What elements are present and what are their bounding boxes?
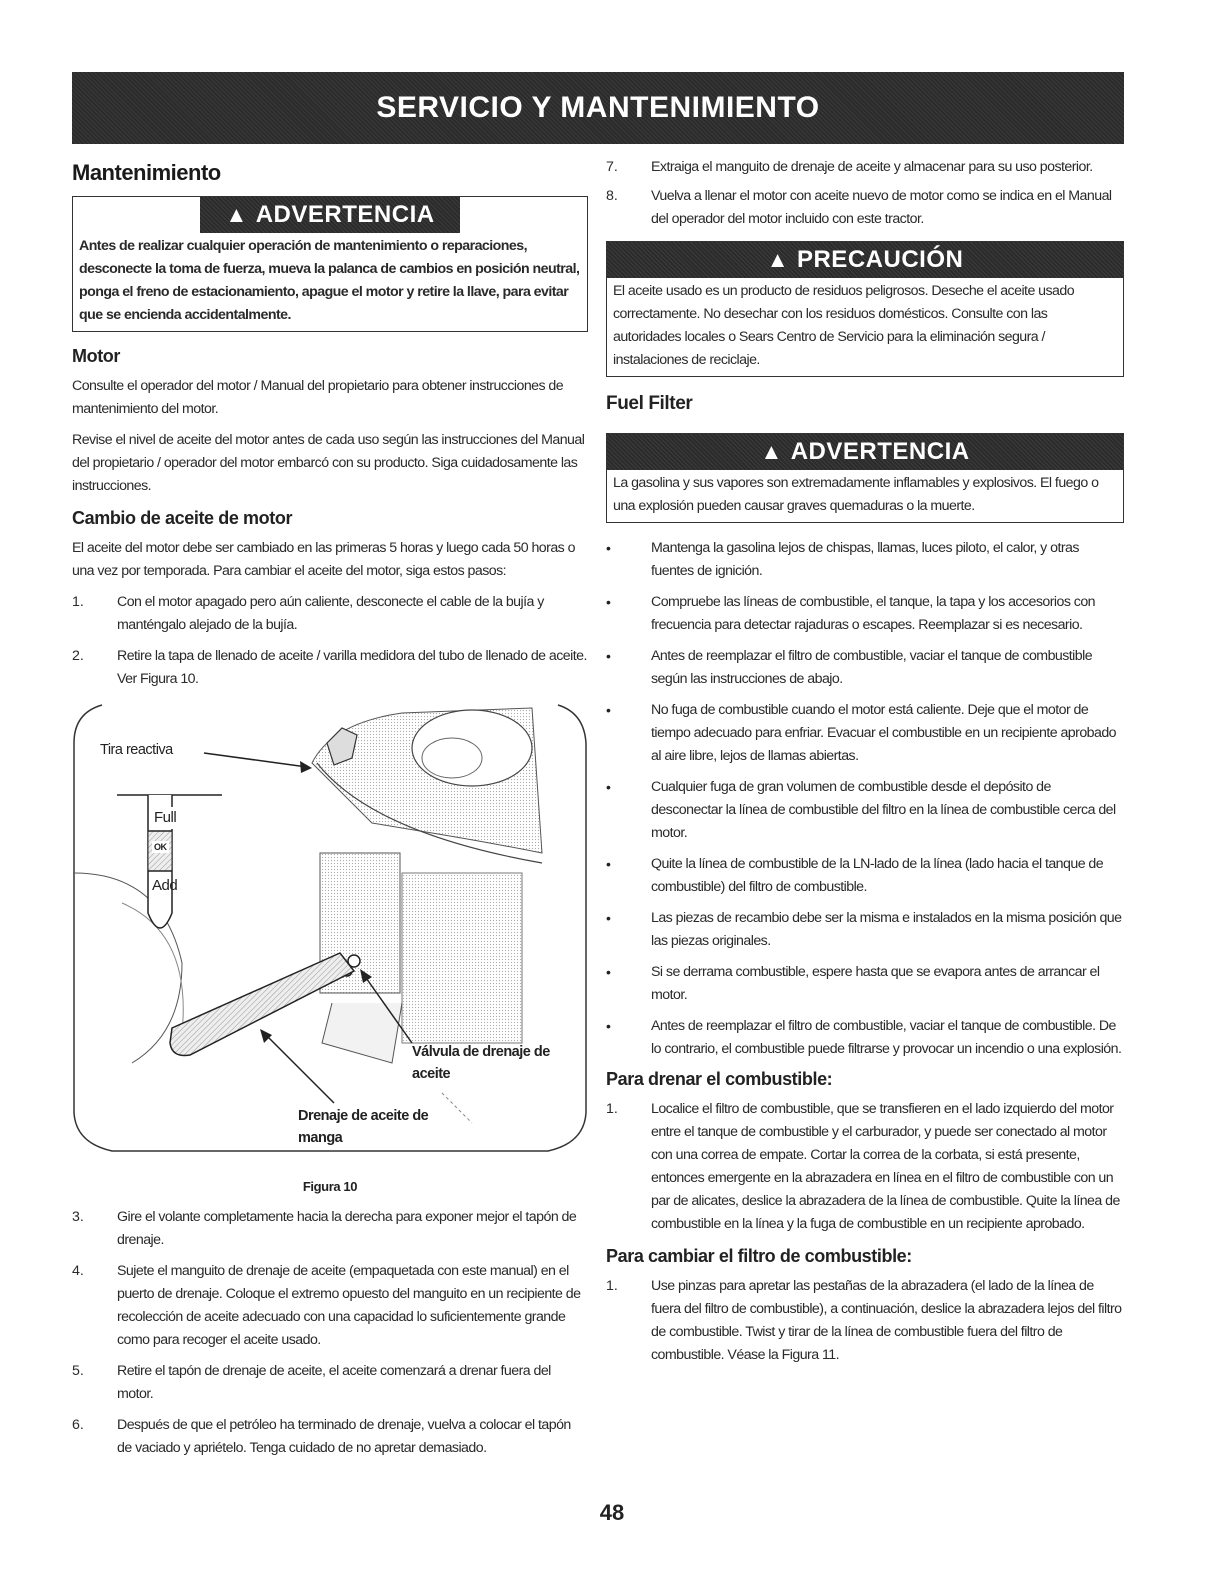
list-item: • Antes de reemplazar el filtro de combustible, vaciar el tanque de combustible según las instrucciones de abajo. bbox=[606, 648, 1093, 687]
drain-fuel-heading: Para drenar el combustible: bbox=[606, 1069, 833, 1089]
list-item: 1. Localice el filtro de combustible, que se transfieren en el lado izquierdo del motor entre el tanque de combustible y el carburador, y puede ser conectado al motor con una correa de empate. Cortar la correa de la corbata, si está presente, entonces emergente en la abrazadera en línea en el filtro de combustible con un par de alicates, deslice la abrazadera de la línea de combustible. Quite la línea de combustible en la línea y la fuga de combustible en un recipiente aprobado. bbox=[606, 1101, 1120, 1232]
page-banner bbox=[72, 72, 1124, 144]
list-item: 1. Con el motor apagado pero aún caliente, desconecte el cable de la bujía y manténgalo alejado de la bujía. bbox=[72, 594, 544, 633]
list-item: • No fuga de combustible cuando el motor está caliente. Deje que el motor de tiempo adecuado para enfriar. Evacuar el combustible en un recipiente aprobado al aire libre, lejos de llamas abiertas. bbox=[606, 702, 1117, 764]
list-item: 5. Retire el tapón de drenaje de aceite, el aceite comenzará a drenar fuera del motor. bbox=[72, 1363, 551, 1402]
warning-header bbox=[200, 197, 460, 233]
figure-caption: Figura 10 bbox=[302, 1179, 358, 1194]
fuel-warning-triangle-icon: ▲ bbox=[760, 439, 783, 464]
oil-change-heading: Cambio de aceite de motor bbox=[72, 508, 293, 528]
list-item: 2. Retire la tapa de llenado de aceite / varilla medidora del tubo de llenado de aceite. Ver Figura 10. bbox=[72, 648, 587, 687]
right-column bbox=[606, 156, 1124, 1367]
valve-label-line2: aceite bbox=[412, 1066, 451, 1082]
warning-text: Antes de realizar cualquier operación de mantenimiento o reparaciones, desconecte la toma de fuerza, mueva la palanca de cambios en posición neutral, ponga el freno de estacionamiento, apague el motor y retire la llave, para evitar que se encienda accidentalmente. bbox=[79, 238, 580, 323]
sleeve-label-line2: manga bbox=[298, 1130, 343, 1146]
list-item: • Cualquier fuga de gran volumen de combustible desde el depósito de desconectar la línea de combustible del filtro en la línea de combustible cerca del motor. bbox=[606, 779, 1116, 841]
fuel-safety-list bbox=[606, 537, 1124, 1061]
list-item: • Si se derrama combustible, espere hasta que se evapora antes de arrancar el motor. bbox=[606, 964, 1100, 1003]
engine-diagram bbox=[72, 703, 588, 1173]
fuel-warning-title: ADVERTENCIA bbox=[790, 438, 970, 465]
list-item: 7. Extraiga el manguito de drenaje de aceite y almacenar para su uso posterior. bbox=[606, 159, 1093, 175]
list-item: • Quite la línea de combustible de la LN-lado de la línea (lado hacia el tanque de combustible) del filtro de combustible. bbox=[606, 856, 1104, 895]
fuel-warning-header bbox=[607, 434, 1123, 470]
oil-steps-b bbox=[72, 1206, 588, 1460]
gauge-add-label: Add bbox=[152, 877, 178, 894]
valve-label-line1: Válvula de drenaje de bbox=[412, 1044, 550, 1060]
sleeve-label-line1: Drenaje de aceite de bbox=[298, 1108, 429, 1124]
caution-triangle-icon: ▲ bbox=[766, 247, 789, 272]
caution-header bbox=[607, 242, 1123, 278]
list-item: • Compruebe las líneas de combustible, el tanque, la tapa y los accesorios con frecuencia para detectar rajaduras o escapes. Reemplazar si es necesario. bbox=[606, 594, 1096, 633]
motor-heading: Motor bbox=[72, 346, 120, 366]
warning-triangle-icon: ▲ bbox=[225, 202, 248, 227]
oil-steps-c bbox=[606, 156, 1124, 231]
change-filter-steps bbox=[606, 1275, 1124, 1367]
caution-title: PRECAUCIÓN bbox=[796, 246, 964, 273]
section-title: Mantenimiento bbox=[72, 160, 221, 185]
caution-box bbox=[606, 241, 1124, 377]
figure-10 bbox=[72, 703, 588, 1173]
list-item: • Mantenga la gasolina lejos de chispas, llamas, luces piloto, el calor, y otras fuentes de ignición. bbox=[606, 540, 1079, 579]
list-item: 4. Sujete el manguito de drenaje de aceite (empaquetada con este manual) en el puerto de drenaje. Coloque el extremo opuesto del manguito en un recipiente de recolección de aceite adecuado con una capacidad lo suficientemente grande como para recoger el aceite usado. bbox=[72, 1263, 581, 1348]
motor-paragraph-2: Revise el nivel de aceite del motor antes de cada uso según las instrucciones del Manual del propietario / operador del motor embarcó con su producto. Siga cuidadosamente las instrucciones. bbox=[72, 432, 585, 494]
fuel-warning-text: La gasolina y sus vapores son extremadamente inflamables y explosivos. El fuego o una explosión pueden causar graves quemaduras o la muerte. bbox=[613, 475, 1099, 514]
list-item: 6. Después de que el petróleo ha terminado de drenaje, vuelva a colocar el tapón de vaciado y apriételo. Tenga cuidado de no apretar demasiado. bbox=[72, 1417, 571, 1456]
warning-box bbox=[72, 196, 588, 332]
caution-text: El aceite usado es un producto de residuos peligrosos. Deseche el aceite usado correctamente. No desechar con los residuos domésticos. Consulte con las autoridades locales o Sears Centro de Servicio para la eliminación segura / instalaciones de reciclaje. bbox=[613, 283, 1075, 368]
change-filter-heading: Para cambiar el filtro de combustible: bbox=[606, 1246, 912, 1266]
drain-fuel-steps bbox=[606, 1098, 1124, 1236]
page-number: 48 bbox=[599, 1500, 625, 1525]
list-item: 1. Use pinzas para apretar las pestañas de la abrazadera (el lado de la línea de fuera del filtro de combustible), a continuación, deslice la abrazadera lejos del filtro de combustible. Twist y tirar de la línea de combustible fuera del filtro de combustible. Véase la Figura 11. bbox=[606, 1278, 1122, 1363]
gauge-full-label: Full bbox=[154, 807, 176, 829]
gauge-ok-label: OK bbox=[154, 842, 167, 852]
dipstick-label: Tira reactiva bbox=[100, 742, 173, 758]
list-item: • Antes de reemplazar el filtro de combustible, vaciar el tanque de combustible. De lo contrario, el combustible puede filtrarse y provocar un incendio o una explosión. bbox=[606, 1018, 1122, 1057]
list-item: 8. Vuelva a llenar el motor con aceite nuevo de motor como se indica en el Manual del operador del motor incluido con este tractor. bbox=[606, 188, 1112, 227]
list-item: 3. Gire el volante completamente hacia la derecha para exponer mejor el tapón de drenaje. bbox=[72, 1209, 577, 1248]
list-item: • Las piezas de recambio debe ser la misma e instalados en la misma posición que las piezas originales. bbox=[606, 910, 1122, 949]
oil-steps-a bbox=[72, 591, 588, 691]
oil-change-intro: El aceite del motor debe ser cambiado en las primeras 5 horas y luego cada 50 horas o una vez por temporada. Para cambiar el aceite del motor, siga estos pasos: bbox=[72, 540, 575, 579]
fuel-filter-heading: Fuel Filter bbox=[606, 393, 693, 414]
fuel-warning-box bbox=[606, 433, 1124, 523]
banner-title: SERVICIO Y MANTENIMIENTO bbox=[376, 91, 820, 124]
motor-paragraph-1: Consulte el operador del motor / Manual del propietario para obtener instrucciones de mantenimiento del motor. bbox=[72, 378, 564, 417]
left-column bbox=[72, 156, 588, 1460]
warning-title: ADVERTENCIA bbox=[255, 201, 435, 228]
